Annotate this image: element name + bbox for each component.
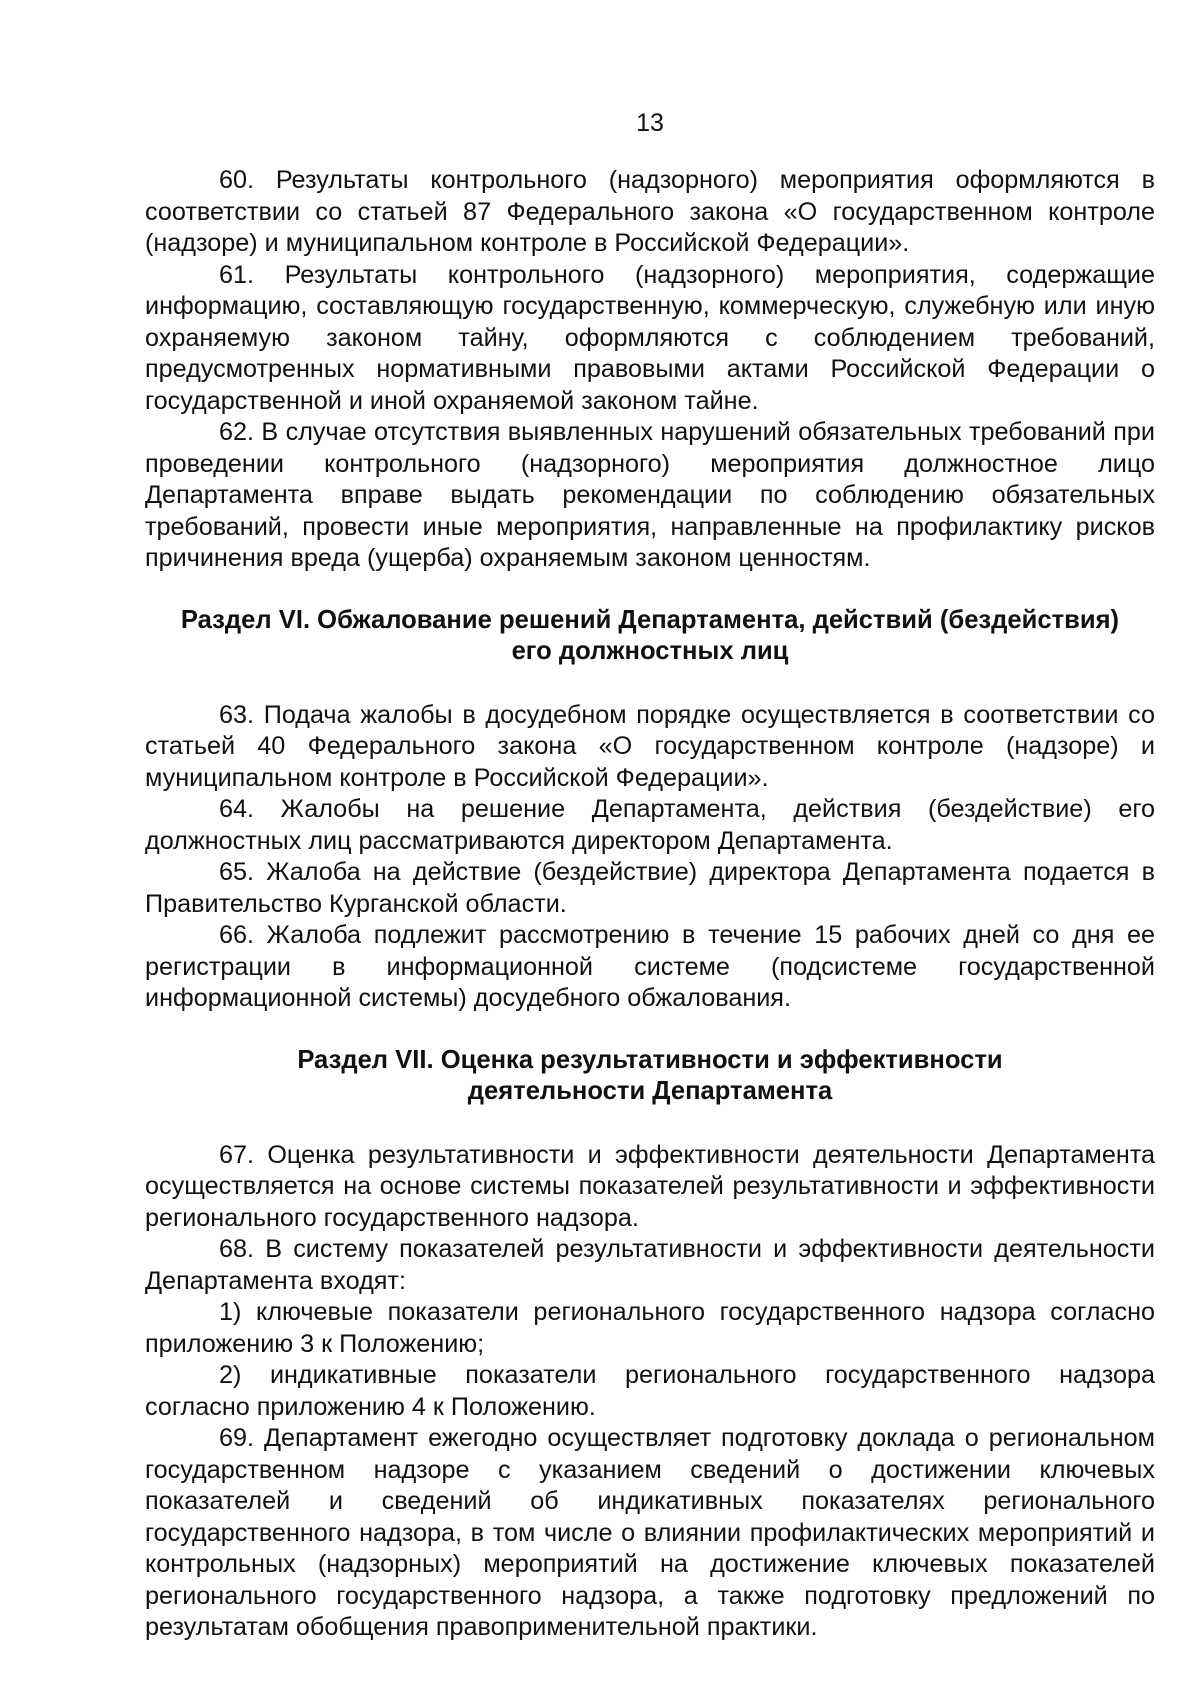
paragraph-61: 61. Результаты контрольного (надзорного) мероприятия, содержащие информацию, составляющую государственную, коммерческую, служебную или иную охраняемую законом тайну, оформляются с соблюдением требований, предусмотренных нормативными правовыми актами Российской Федерации о государственной и иной охраняемой законом тайне. [145, 260, 1155, 415]
paragraph-60: 60. Результаты контрольного (надзорного) мероприятия оформляются в соответствии со статьей 87 Федерального закона «О государственном контроле (надзоре) и муниципальном контроле в Российской Федерации». [145, 166, 1155, 257]
page-number: 13 [636, 109, 664, 137]
paragraph-65: 65. Жалоба на действие (бездействие) директора Департамента подается в Правительство Курганской области. [145, 858, 1155, 918]
section-heading-vii [145, 1045, 1155, 1108]
paragraph-68-item-1: 1) ключевые показатели регионального государственного надзора согласно приложению 3 к Положению; [145, 1298, 1155, 1358]
paragraph-66: 66. Жалоба подлежит рассмотрению в течение 15 рабочих дней со дня ее регистрации в информационной системе (подсистеме государственной информационной системы) досудебного обжалования. [145, 921, 1155, 1012]
paragraph-62: 62. В случае отсутствия выявленных нарушений обязательных требований при проведении контрольного (надзорного) мероприятия должностное лицо Департамента вправе выдать рекомендации по соблюдению обязательных требований, провести иные мероприятия, направленные на профилактику рисков причинения вреда (ущерба) охраняемым законом ценностям. [145, 418, 1155, 572]
section-heading-line: деятельности Департамента [467, 1077, 833, 1105]
section-heading-line: Раздел VI. Обжалование решений Департамента, действий (бездействия) [180, 605, 1120, 634]
paragraph-64: 64. Жалобы на решение Департамента, действия (бездействие) его должностных лиц рассматриваются директором Департамента. [145, 795, 1155, 855]
paragraph-68: 68. В систему показателей результативности и эффективности деятельности Департамента входят: [145, 1235, 1155, 1295]
paragraph-67: 67. Оценка результативности и эффективности деятельности Департамента осуществляется на основе системы показателей результативности и эффективности регионального государственного надзора. [145, 1140, 1155, 1232]
section-heading-vi [145, 605, 1155, 668]
paragraph-69: 69. Департамент ежегодно осуществляет подготовку доклада о региональном государственном надзоре с указанием сведений о достижении ключевых показателей и сведений об индикативных показателях регионального государственного надзора, в том числе о влиянии профилактических мероприятий и контрольных (надзорных) мероприятий на достижение ключевых показателей регионального государственного надзора, а также подготовку предложений по результатам обобщения правоприменительной практики. [145, 1424, 1155, 1641]
section-heading-line: Раздел VII. Оценка результативности и эффективности [297, 1045, 1003, 1074]
document-page [145, 108, 1155, 1644]
paragraph-63: 63. Подача жалобы в досудебном порядке осуществляется в соответствии со статьей 40 Федерального закона «О государственном контроле (надзоре) и муниципальном контроле в Российской Федерации». [145, 700, 1155, 792]
paragraph-68-item-2: 2) индикативные показатели регионального государственного надзора согласно приложению 4 к Положению. [145, 1361, 1155, 1421]
section-heading-line: его должностных лиц [511, 637, 789, 665]
